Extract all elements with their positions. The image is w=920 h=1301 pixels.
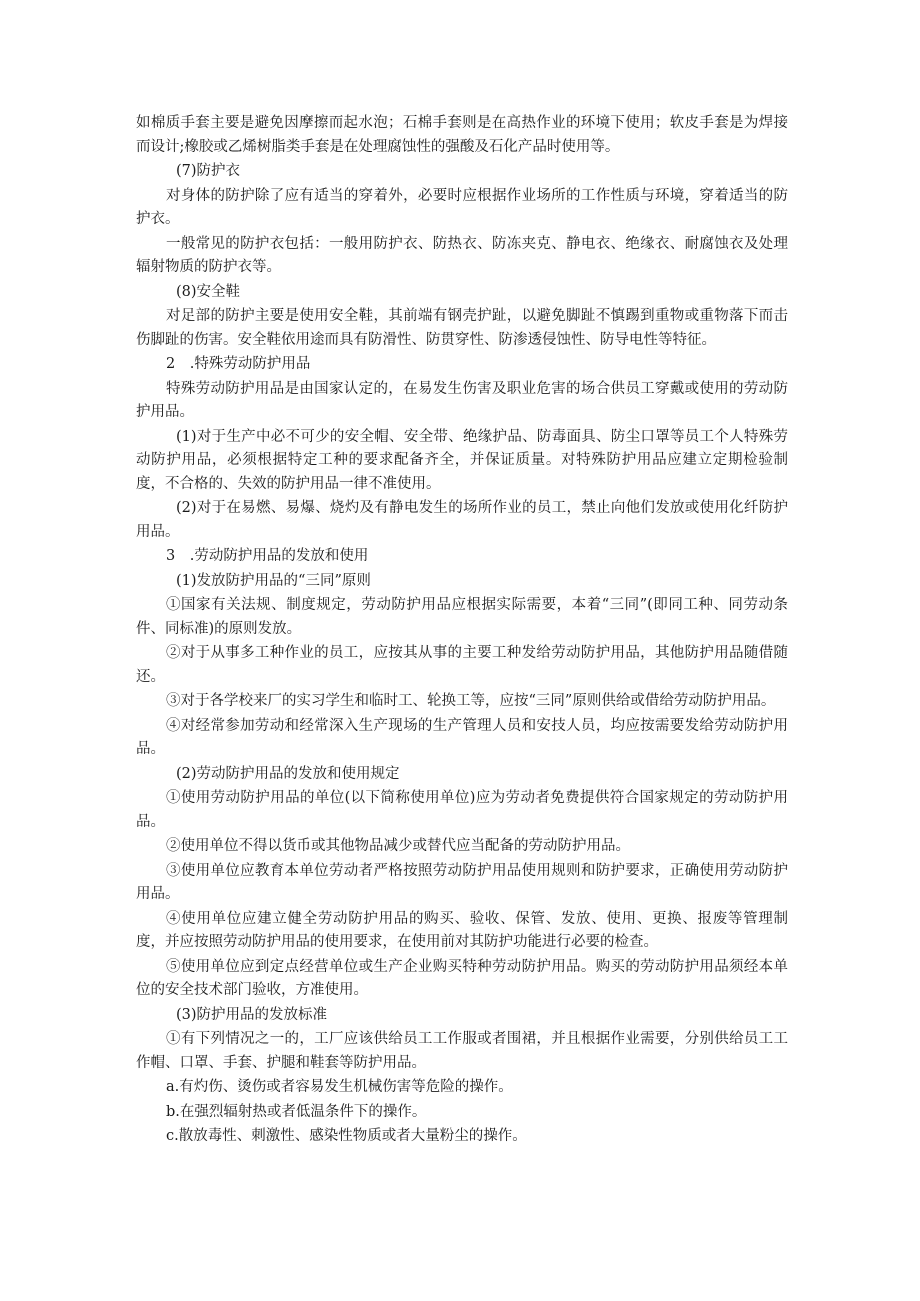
- paragraph-standard-item-1: ①有下列情况之一的，工厂应该供给员工工作服或者围裙，并且根据作业需要，分别供给员工工作帽、口罩、手套、护腿和鞋套等防护用品。: [136, 1031, 788, 1071]
- paragraph-special-equipment-rule-1: (1)对于生产中必不可少的安全帽、安全带、绝缘护品、防毒面具、防尘口罩等员工个人特殊劳动防护用品，必须根据特定工种的要求配备齐全，并保证质量。对特殊防护用品应建立定期检验制度，不合格的、失效的防护用品一律不准使用。: [136, 428, 788, 492]
- heading-three-same-principle: (1)发放防护用品的“三同”原则: [176, 572, 371, 589]
- paragraph-foot-protection: 对足部的防护主要是使用安全鞋，其前端有钢壳护趾，以避免脚趾不慎踢到重物或重物落下而击伤脚趾的伤害。安全鞋依用途而具有防滑性、防贯穿性、防渗透侵蚀性、防导电性等特征。: [136, 308, 788, 348]
- paragraph-special-equipment-definition: 特殊劳动防护用品是由国家认定的，在易发生伤害及职业危害的场合供员工穿戴或使用的劳动防护用品。: [136, 380, 788, 420]
- paragraph-distribution-rule-2: ②使用单位不得以货币或其他物品减少或替代应当配备的劳动防护用品。: [166, 838, 630, 854]
- heading-protective-clothing: (7)防护衣: [176, 163, 241, 179]
- paragraph-three-same-item-4: ④对经常参加劳动和经常深入生产现场的生产管理人员和安技人员，均应按需要发给劳动防护用品。: [136, 717, 788, 757]
- heading-special-protective-equipment: 2 .特殊劳动防护用品: [166, 356, 311, 372]
- heading-safety-shoes: (8)安全鞋: [176, 283, 241, 300]
- paragraph-distribution-rule-4: ④使用单位应建立健全劳动防护用品的购买、验收、保管、发放、使用、更换、报废等管理制度，并应按照劳动防护用品的使用要求，在使用前对其防护功能进行必要的检查。: [136, 910, 788, 950]
- paragraph-body-protection: 对身体的防护除了应有适当的穿着外，必要时应根据作业场所的工作性质与环境，穿着适当的防护衣。: [136, 187, 788, 227]
- heading-distribution-and-use: 3 .劳动防护用品的发放和使用: [166, 548, 369, 564]
- paragraph-common-protective-clothing: 一般常见的防护衣包括：一般用防护衣、防热衣、防冻夹克、静电衣、绝缘衣、耐腐蚀衣及处理辐射物质的防护衣等。: [136, 235, 788, 275]
- paragraph-standard-sub-b: b.在强烈辐射热或者低温条件下的操作。: [166, 1103, 427, 1120]
- paragraph-gloves-types: 如棉质手套主要是避免因摩擦而起水泡；石棉手套则是在高热作业的环境下使用；软皮手套是为焊接而设计;橡胶或乙烯树脂类手套是在处理腐蚀性的强酸及石化产品时使用等。: [136, 115, 788, 155]
- paragraph-distribution-rule-5: ⑤使用单位应到定点经营单位或生产企业购买特种劳动防护用品。购买的劳动防护用品须经本单位的安全技术部门验收，方准使用。: [136, 958, 788, 998]
- paragraph-three-same-item-3: ③对于各学校来厂的实习学生和临时工、轮换工等，应按“三同”原则供给或借给劳动防护用品。: [166, 693, 776, 709]
- paragraph-distribution-rule-1: ①使用劳动防护用品的单位(以下简称使用单位)应为劳动者免费提供符合国家规定的劳动防护用品。: [136, 790, 788, 830]
- paragraph-distribution-rule-3: ③使用单位应教育本单位劳动者严格按照劳动防护用品使用规则和防护要求，正确使用劳动防护用品。: [136, 862, 788, 902]
- heading-distribution-standard: (3)防护用品的发放标准: [176, 1006, 328, 1023]
- paragraph-special-equipment-rule-2: (2)对于在易燃、易爆、烧灼及有静电发生的场所作业的员工，禁止向他们发放或使用化纤防护用品。: [136, 500, 788, 540]
- document-body: [136, 112, 788, 1149]
- paragraph-standard-sub-a: a.有灼伤、烫伤或者容易发生机械伤害等危险的操作。: [166, 1079, 513, 1095]
- paragraph-three-same-item-2: ②对于从事多工种作业的员工，应按其从事的主要工种发给劳动防护用品，其他防护用品随借随还。: [136, 645, 788, 685]
- heading-distribution-rules: (2)劳动防护用品的发放和使用规定: [176, 765, 400, 782]
- paragraph-standard-sub-c: c.散放毒性、刺激性、感染性物质或者大量粉尘的操作。: [166, 1128, 527, 1144]
- paragraph-three-same-item-1: ①国家有关法规、制度规定，劳动防护用品应根据实际需要，本着“三同”(即同工种、同劳动条件、同标准)的原则发放。: [136, 597, 788, 637]
